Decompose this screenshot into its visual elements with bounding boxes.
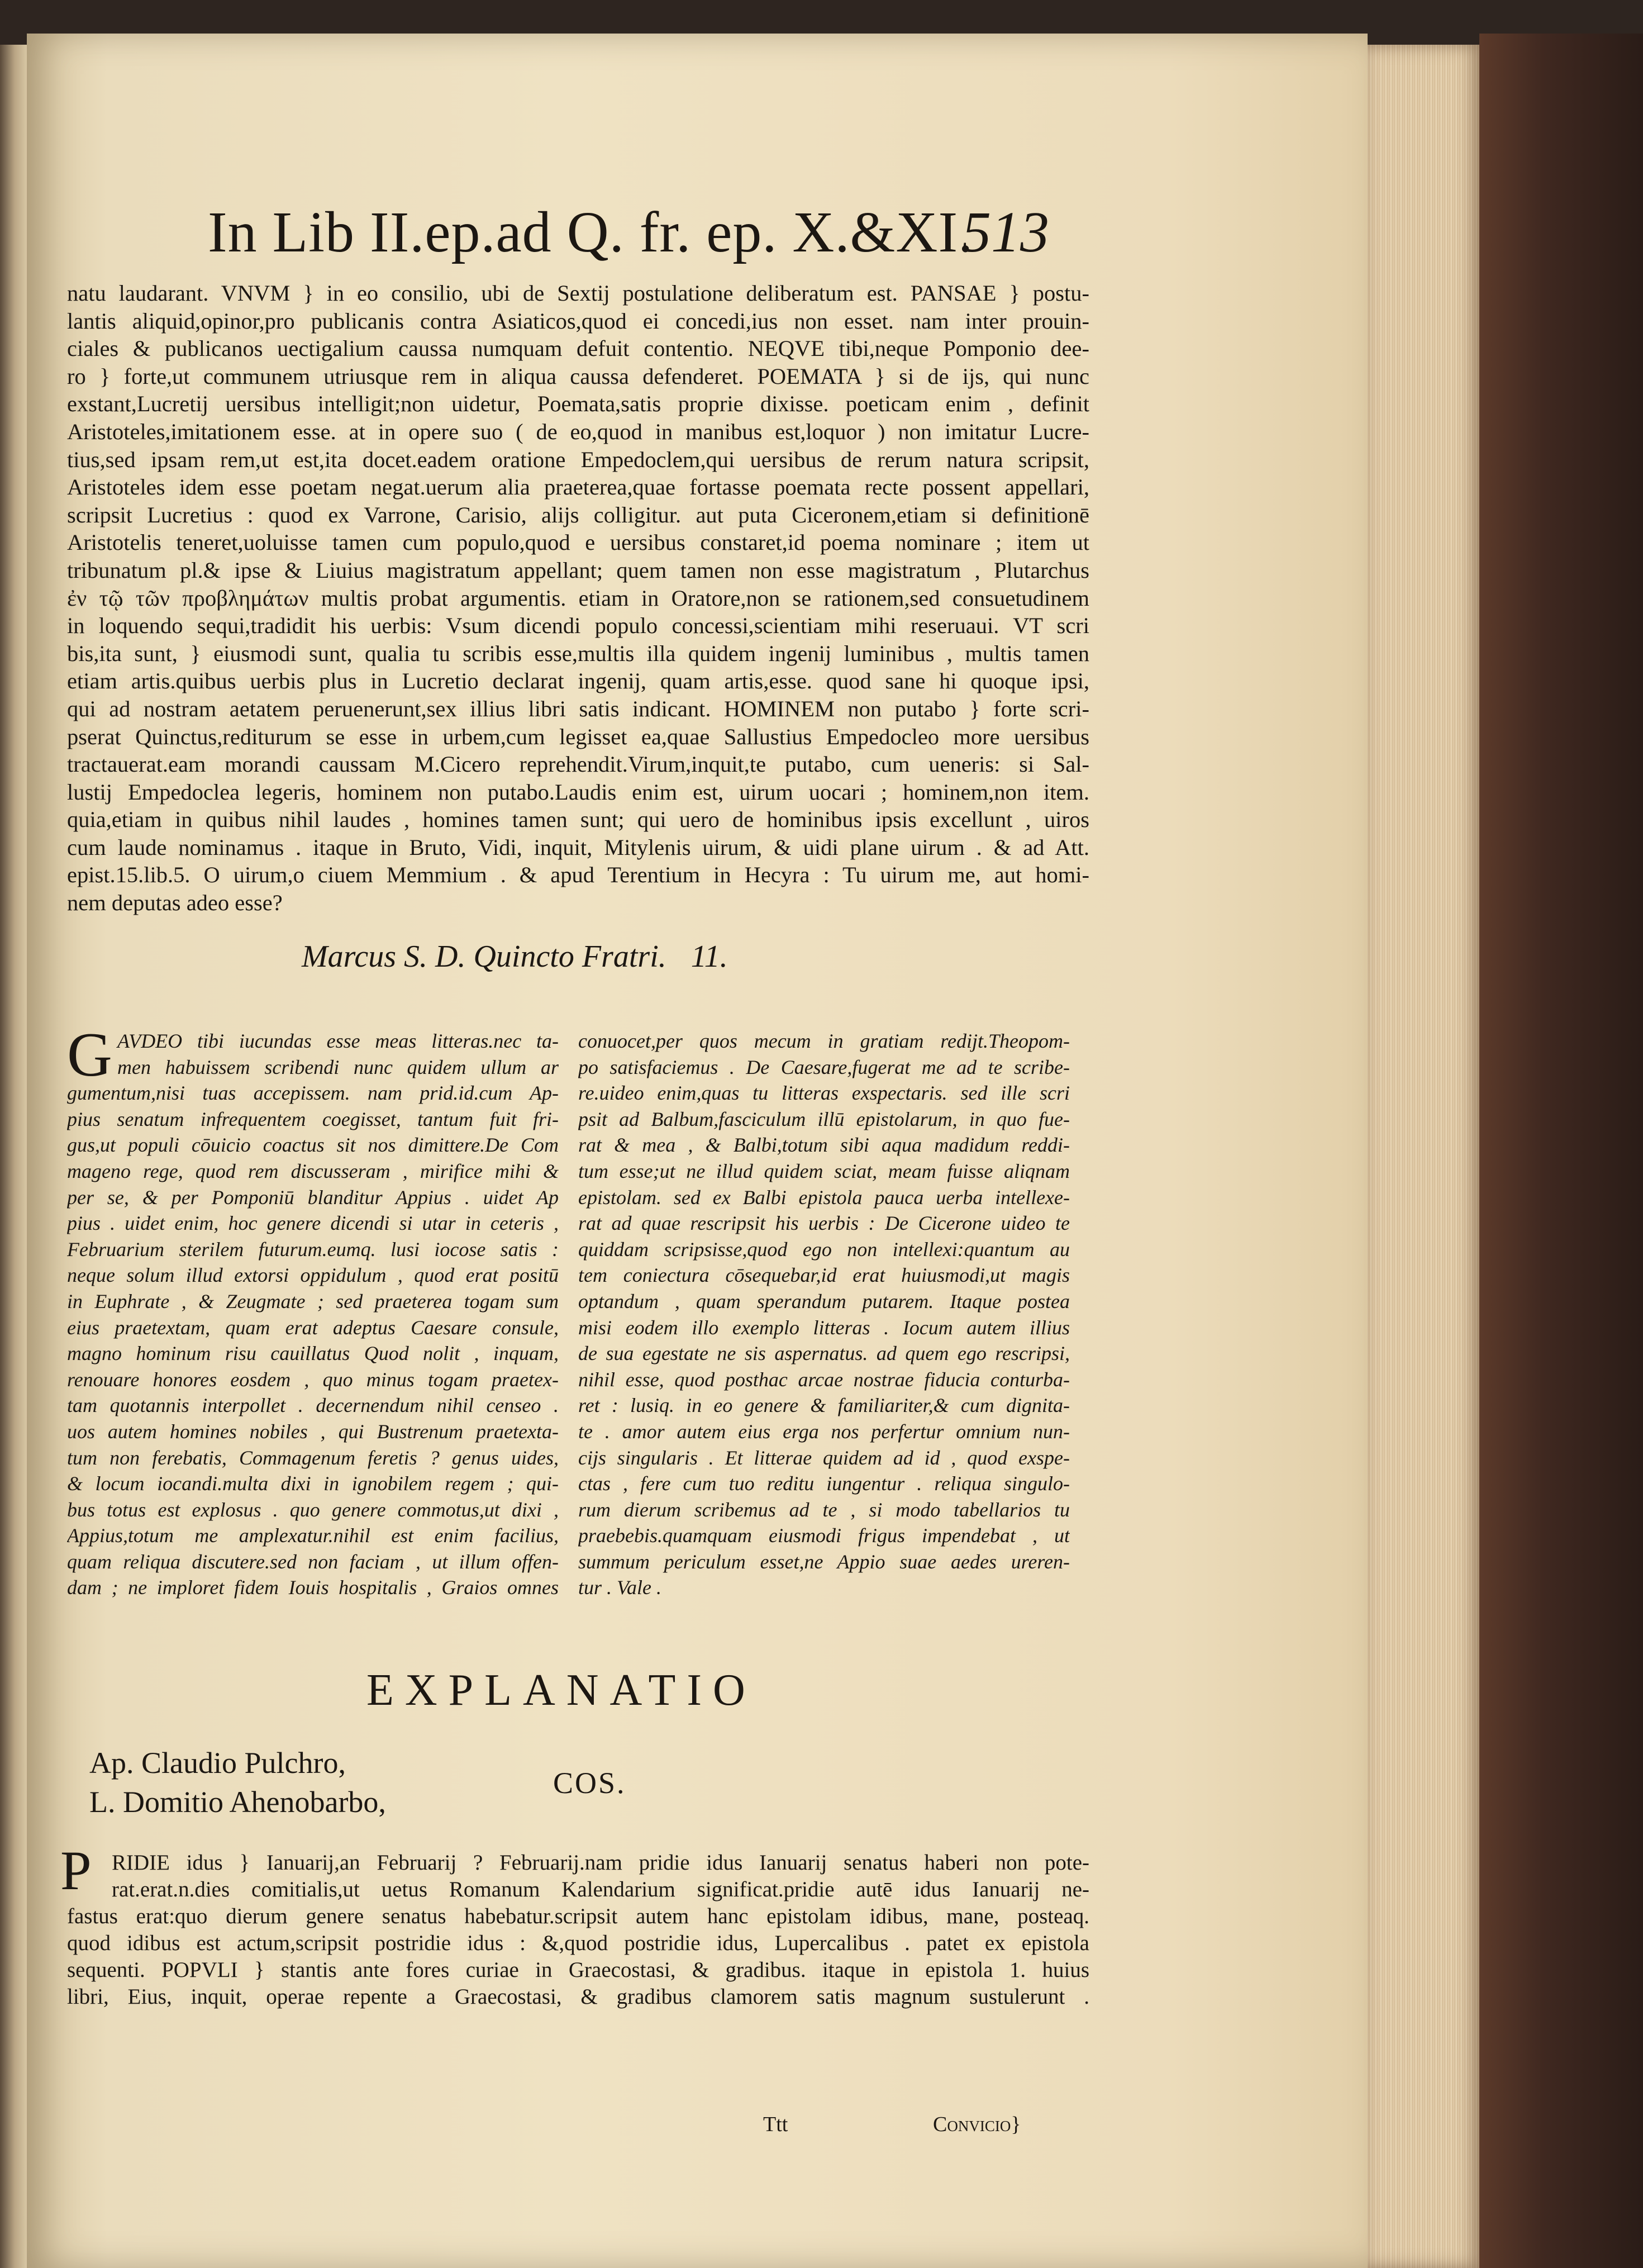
running-head: In Lib II.ep.ad Q. fr. ep. X.&XI. (208, 200, 974, 264)
letter-line: uos autem homines nobiles , qui Bustrenum praetexta- (67, 1420, 559, 1443)
explanatio-title: EXPLANATIO (366, 1666, 756, 1715)
commentary-line: in loquendo sequi,tradidit his uerbis: Vsum dicendi populo concessi,scientiam mihi reseruaui. VT scri (67, 613, 1089, 639)
letter-line: bus totus est explosus . quo genere commotus,ut dixi , (67, 1498, 559, 1521)
commentary-block (67, 279, 1089, 917)
letter-line: re.uideo enim,quas tu litteras exspectaris. sed ille scri (578, 1082, 1070, 1105)
letter-line: epistolam. sed ex Balbi epistola pauca uerba intellexe- (578, 1186, 1070, 1209)
commentary-line: tribunatum pl.& ipse & Liuius magistratum appellant; quem tamen non esse magistratum , Plutarchus (67, 557, 1089, 583)
commentary-line: nem deputas adeo esse? (67, 890, 283, 916)
letter-line: te . amor autem eius erga nos perfertur omnium nun- (578, 1420, 1070, 1443)
letter-left-column (67, 1020, 559, 1601)
explanation-dropcap: P (60, 1839, 92, 1901)
letter-line: neque solum illud extorsi oppidulum , quod erat positū (67, 1264, 559, 1287)
letter-line: mageno rege, quod rem discusseram , mirifice mihi & (67, 1159, 559, 1182)
page-number: 513 (962, 200, 1049, 264)
cos-label: COS. (553, 1766, 626, 1800)
commentary-line: natu laudarant. VNVM } in eo consilio, ubi de Sextij postulatione deliberatum est. PANSAE } postu- (67, 280, 1089, 306)
explanation-line: quod idibus est actum,scripsit postridie idus : &,quod postridie idus, Lupercalibus . patet ex epistola (67, 1931, 1089, 1955)
commentary-line: pserat Quinctus,rediturum se esse in urbem,cum legisset ea,quae Sallustius Empedocleo more uersibus (67, 724, 1089, 749)
letter-line: ret : lusiq. in eo genere & familiariter,& cum dignita- (578, 1394, 1070, 1417)
explanation-line: sequenti. POPVLI } stantis ante fores curiae in Graecostasi, & gradibus. itaque in epistola 1. huius (67, 1958, 1089, 1982)
catchword: Convicio} (933, 2113, 1021, 2136)
letter-line: in Euphrate , & Zeugmate ; sed praeterea togam sum (67, 1290, 559, 1313)
letter-line: per se, & per Pomponiū blanditur Appius . uidet Ap (67, 1186, 559, 1209)
commentary-line: Aristoteles idem esse poetam negat.uerum alia praeterea,quae fortasse poemata recte possent appellari, (67, 474, 1089, 500)
letter-line: tum esse;ut ne illud quidem sciat, meam fuisse aliqnam (578, 1159, 1070, 1182)
signature-mark: Ttt (763, 2113, 788, 2136)
letter-line: pius . uidet enim, hoc genere dicendi si utar in ceteris , (67, 1212, 559, 1235)
letter-line: misi eodem illo exemplo litteras . Iocum autem illius (578, 1316, 1070, 1339)
consul-line-2: L. Domitio Ahenobarbo, (89, 1785, 386, 1819)
letter-line: rat ad quae rescripsit his uerbis : De Cicerone uideo te (578, 1212, 1070, 1235)
letter-heading (302, 939, 916, 974)
commentary-line: lantis aliquid,opinor,pro publicanis contra Asiaticos,quod ei concedi,ius non esset. nam inter prouin- (67, 308, 1089, 334)
letter-line: conuocet,per quos mecum in gratiam redijt.Theopom- (578, 1030, 1070, 1052)
letter-line: renouare honores eosdem , quo minus togam praetex- (67, 1368, 559, 1391)
commentary-line: bis,ita sunt, } eiusmodi sunt, qualia tu scribis esse,multis illa quidem ingenij luminibus , multis tamen (67, 640, 1089, 666)
letter-line: & locum iocandi.multa dixi in ignobilem regem ; qui- (67, 1472, 559, 1495)
letter-line: Appius,totum me amplexatur.nihil est enim facilius, (67, 1524, 559, 1547)
letter-line: men habuissem scribendi nunc quidem ullum ar (117, 1055, 559, 1078)
letter-line: dam ; ne imploret fidem Iouis hospitalis , Graios omnes (67, 1576, 559, 1599)
commentary-line: Aristoteles,imitationem esse. at in opere suo ( de eo,quod in manibus est,loquor ) non imitatur Lucre- (67, 419, 1089, 444)
commentary-line: ro } forte,ut communem utriusque rem in aliqua caussa defenderet. POEMATA } si de ijs, qui nunc (67, 363, 1089, 389)
letter-line: psit ad Balbum,fasciculum illū epistolarum, in quo fue- (578, 1107, 1070, 1130)
letter-line: de sua egestate ne sis aspernatus. ad quem ego rescripsi, (578, 1342, 1070, 1365)
letter-line: po satisfaciemus . De Caesare,fugerat me ad te scribe- (578, 1055, 1070, 1078)
letter-line: AVDEO tibi iucundas esse meas litteras.nec ta- (117, 1030, 559, 1052)
letter-line: gus,ut populi cōuicio coactus sit nos dimittere.De Com (67, 1134, 559, 1157)
letter-line: ctas , fere cum tuo reditu iungentur . reliqua singulo- (578, 1472, 1070, 1495)
commentary-line: quia,etiam in quibus nihil laudes , homines tamen sunt; qui uero de hominibus ipsis excellunt , uiros (67, 807, 1089, 833)
letter-line: nihil esse, quod posthac arcae nostrae fiducia conturba- (578, 1368, 1070, 1391)
commentary-line: qui ad nostram aetatem peruenerunt,sex illius libri satis indicant. HOMINEM non putabo } forte scri- (67, 696, 1089, 721)
consul-line-1: Ap. Claudio Pulchro, (89, 1746, 346, 1780)
letter-salutation: Marcus S. D. Quincto Fratri. (302, 939, 666, 974)
explanation-line: fastus erat:quo dierum genere senatus habebatur.scripsit autem hanc epistolam idibus, mane, posteaq. (67, 1904, 1089, 1928)
letter-line: quiddam scripsisse,quod ego non intellexi:quantum au (578, 1238, 1070, 1261)
explanation-line: RIDIE idus } Ianuarij,an Februarij ? Februarij.nam pridie idus Ianuarij senatus haberi non pote- (112, 1851, 1089, 1875)
commentary-line: ἐν τῷ τῶν προβλημάτων multis probat argumentis. etiam in Oratore,non se rationem,sed consuetudinem (67, 585, 1089, 611)
commentary-line: cum laude nominamus . itaque in Bruto, Vidi, inquit, Mitylenis uirum, & uidi plane uirum . & ad Att. (67, 834, 1089, 860)
commentary-line: tractauerat.eam morandi caussam M.Cicero reprehendit.Virum,inquit,te putabo, cum ueneris: si Sal- (67, 752, 1089, 777)
letter-dropcap: G (67, 1020, 112, 1090)
letter-line: optandum , quam sperandum putarem. Itaque postea (578, 1290, 1070, 1313)
commentary-line: scripsit Lucretius : quod ex Varrone, Carisio, alijs colligitur. aut puta Ciceronem,etiam si definitionē (67, 502, 1089, 527)
letter-line: cijs singularis . Et litterae quidem ad id , quod exspe- (578, 1446, 1070, 1469)
letter-line: tem coniectura cōsequebar,id erat huiusmodi,ut magis (578, 1264, 1070, 1287)
letter-number: 11. (690, 939, 728, 974)
letter-line: rum dierum scribemus ad te , si modo tabellarios tu (578, 1498, 1070, 1521)
consul-names (89, 1743, 386, 1822)
letter-line: tur . Vale . (578, 1576, 661, 1599)
letter-line: summum periculum esset,ne Appio suae aedes ureren- (578, 1550, 1070, 1573)
letter-line: quam reliqua discutere.sed non faciam , ut illum offen- (67, 1550, 559, 1573)
commentary-line: exstant,Lucretij uersibus intelligit;non uidetur, Poemata,satis proprie dixisse. poeticam enim , definit (67, 391, 1089, 417)
left-page-edge (0, 45, 27, 2268)
commentary-line: epist.15.lib.5. O uirum,o ciuem Memmium . & apud Terentium in Hecyra : Tu uirum me, aut homi- (67, 862, 1089, 888)
commentary-line: ciales & publicanos uectigalium caussa numquam defuit contentio. NEQVE tibi,neque Pomponio dee- (67, 336, 1089, 362)
letter-line: pius senatum infrequentem coegisset, tantum fuit fri- (67, 1107, 559, 1130)
explanation-block (67, 1849, 1089, 2010)
page-edges (1368, 45, 1479, 2268)
commentary-line: Aristotelis teneret,uoluisse tamen cum populo,quod e uersibus constaret,id poema nominare ; item ut (67, 530, 1089, 555)
book-binding (1479, 34, 1643, 2268)
letter-line: tum non ferebatis, Commagenum feretis ? genus uides, (67, 1446, 559, 1469)
letter-line: tam quotannis interpollet . decernendum nihil censeo . (67, 1394, 559, 1417)
letter-line: eius praetextam, quam erat adeptus Caesare consule, (67, 1316, 559, 1339)
commentary-line: tius,sed ipsam rem,ut est,ita docet.eadem oratione Empedoclem,qui uersibus de rerum natura scripsit, (67, 446, 1089, 472)
letter-right-column (578, 1028, 1070, 1601)
commentary-line: etiam artis.quibus uerbis plus in Lucretio declarat ingenij, quam artis,esse. quod sane hi quoque ipsi, (67, 668, 1089, 694)
letter-line: gumentum,nisi tuas accepissem. nam prid.id.cum Ap- (67, 1082, 559, 1105)
letter-line: rat & mea , & Balbi,totum sibi aqua madidum reddi- (578, 1134, 1070, 1157)
commentary-line: lustij Empedoclea legeris, hominem non putabo.Laudis enim est, uirum uocari ; hominem,non item. (67, 779, 1089, 805)
letter-line: praebebis.quamquam eiusmodi frigus impendebat , ut (578, 1524, 1070, 1547)
letter-line: magno hominum risu cauillatus Quod nolit , inquam, (67, 1342, 559, 1365)
letter-line: Februarium sterilem futurum.eumq. lusi iocose satis : (67, 1238, 559, 1261)
explanation-line: rat.erat.n.dies comitialis,ut uetus Romanum Kalendarium significat.pridie autē idus Ianuarij ne- (112, 1877, 1089, 1901)
explanation-line: libri, Eius, inquit, operae repente a Graecostasi, & gradibus clamorem satis magnum sustulerunt . (67, 1985, 1089, 2009)
